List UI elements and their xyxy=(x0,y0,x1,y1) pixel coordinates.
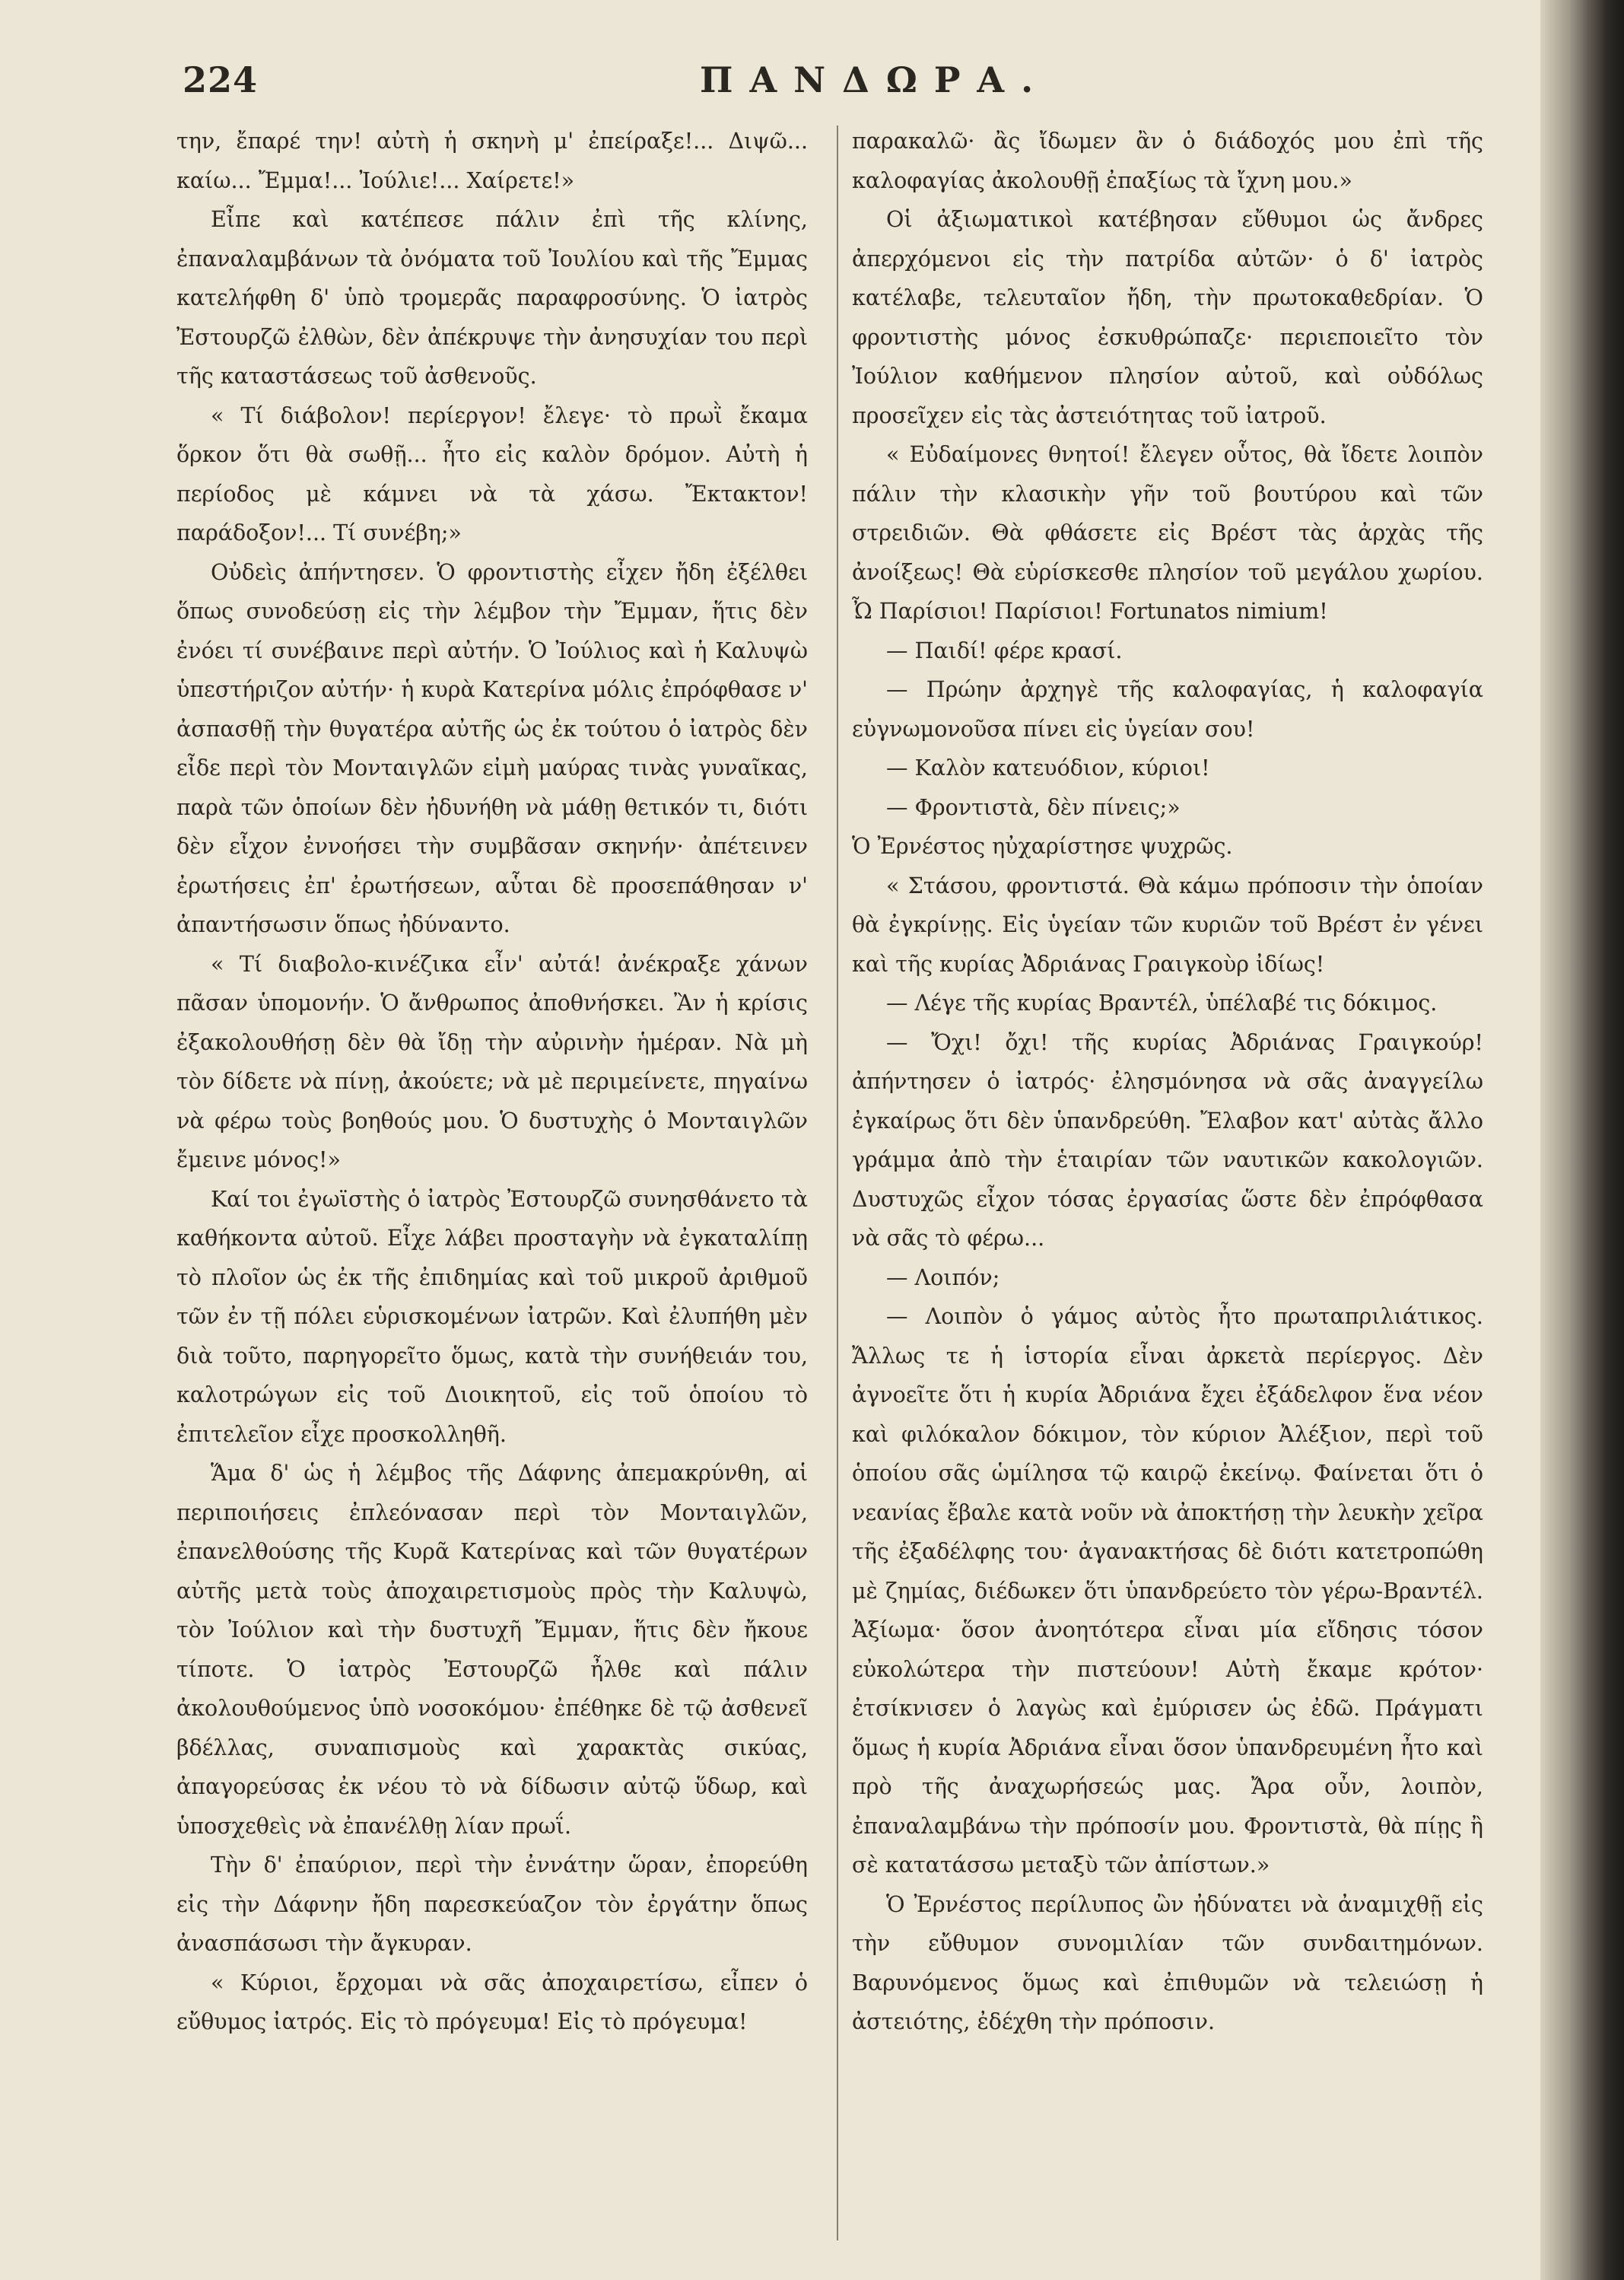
paragraph: « Εὐδαίμονες θνητοί! ἔλεγεν οὗτος, θὰ ἴδετε λοιπὸν πάλιν τὴν κλασικὴν γῆν τοῦ βουτύρου καὶ τῶν στρειδιῶν. Θὰ φθάσετε εἰς Βρέστ τὰς ἀρχὰς τῆς ἀνοίξεως! Θὰ εὑρίσκεσθε πλησίον τοῦ μεγάλου χωρίου. Ὦ Παρίσιοι! Παρίσιοι! Fortunatos nimium! xyxy=(852,442,1483,624)
paragraph: — Φροντιστὰ, δὲν πίνεις;» xyxy=(886,794,1181,820)
paragraph: Καί τοι ἐγωϊστὴς ὁ ἰατρὸς Ἐστουρζῶ συνησθάνετο τὰ καθήκοντα αὐτοῦ. Εἶχε λάβει προσταγὴν νὰ ἐγκαταλίπῃ τὸ πλοῖον ὡς ἐκ τῆς ἐπιδημίας καὶ τοῦ μικροῦ ἀριθμοῦ τῶν ἐν τῇ πόλει εὑρισκομένων ἰατρῶν. Καὶ ἐλυπήθη μὲν διὰ τοῦτο, παρηγορεῖτο ὅμως, κατὰ τὴν συνήθειάν του, καλοτρώγων εἰς τοῦ Διοικητοῦ, εἰς τοῦ ὁποίου τὸ ἐπιτελεῖον εἶχε προσκολληθῆ. xyxy=(176,1186,808,1447)
paragraph: — Λοιπόν; xyxy=(886,1264,1000,1290)
paragraph: « Τί διάβολον! περίεργον! ἔλεγε· τὸ πρωῒ ἔκαμα ὅρκον ὅτι θὰ σωθῇ... ἦτο εἰς καλὸν δρόμον. Αὐτὴ ἡ περίοδος μὲ κάμνει νὰ τὰ χάσω. Ἔκτακτον! παράδοξον!... Τί συνέβη;» xyxy=(176,402,808,545)
paragraph: « Κύριοι, ἔρχομαι νὰ σᾶς ἀποχαιρετίσω, εἶπεν ὁ εὔθυμος ἰατρός. Εἰς τὸ πρόγευμα! Εἰς τὸ πρόγευμα! xyxy=(176,1970,808,2034)
paragraph: — Ὄχι! ὄχι! τῆς κυρίας Ἀδριάνας Γραιγκούρ! ἀπήντησεν ὁ ἰατρός· ἐλησμόνησα νὰ σᾶς ἀναγγείλω ἐγκαίρως ὅτι δὲν ὑπανδρεύθη. Ἔλαβον κατ' αὐτὰς ἄλλο γράμμα ἀπὸ τὴν ἑταιρίαν τῶν ναυτικῶν κακολογιῶν. Δυστυχῶς εἶχον τόσας ἐργασίας ὥστε δὲν ἐπρόφθασα νὰ σᾶς τὸ φέρω... xyxy=(852,1029,1483,1251)
paragraph: « Στάσου, φροντιστά. Θὰ κάμω πρόποσιν τὴν ὁποίαν θὰ ἐγκρίνῃς. Εἰς ὑγείαν τῶν κυριῶν τοῦ Βρέστ ἐν γένει καὶ τῆς κυρίας Ἀδριάνας Γραιγκοὺρ ἰδίως! xyxy=(852,873,1483,977)
paragraph: — Πρώην ἀρχηγὲ τῆς καλοφαγίας, ἡ καλοφαγία εὐγνωμονοῦσα πίνει εἰς ὑγείαν σου! xyxy=(852,677,1483,742)
paragraph: την, ἔπαρέ την! αὐτὴ ἡ σκηνὴ μ' ἐπείραξε!... Διψῶ... καίω... Ἔμμα!... Ἰούλιε!... Χαίρετε!» xyxy=(176,129,808,193)
column-divider xyxy=(837,126,838,2240)
paragraph: Οὐδεὶς ἀπήντησεν. Ὁ φροντιστὴς εἶχεν ἤδη ἐξέλθει ὅπως συνοδεύσῃ εἰς τὴν λέμβον τὴν Ἔμμαν, ἥτις δὲν ἐνόει τί συνέβαινε περὶ αὐτήν. Ὁ Ἰούλιος καὶ ἡ Καλυψὼ ὑπεστήριζον αὐτήν· ἡ κυρὰ Κατερίνα μόλις ἐπρόφθασε ν' ἀσπασθῇ τὴν θυγατέρα αὐτῆς ὡς ἐκ τούτου ὁ ἰατρὸς δὲν εἶδε περὶ τὸν Μονταιγλῶν εἰμὴ μαύρας τινὰς γυναῖκας, παρὰ τῶν ὁποίων δὲν ἠδυνήθη νὰ μάθῃ θετικόν τι, διότι δὲν εἶχον ἐννοήσει τὴν συμβᾶσαν σκηνήν· ἀπέτεινεν ἐρωτήσεις ἐπ' ἐρωτήσεων, αὗται δὲ προσεπάθησαν ν' ἀπαντήσωσιν ὅπως ἠδύναντο. xyxy=(176,559,808,937)
paragraph: Ὁ Ἐρνέστος περίλυπος ὢν ἠδύνατει νὰ ἀναμιχθῇ εἰς τὴν εὔθυμον συνομιλίαν τῶν συνδαιτημόνων. Βαρυνόμενος ὅμως καὶ ἐπιθυμῶν νὰ τελειώσῃ ἡ ἀστειότης, ἐδέχθη τὴν πρόποσιν. xyxy=(852,1891,1483,2034)
page-header xyxy=(183,59,1491,113)
paragraph: — Παιδί! φέρε κρασί. xyxy=(886,638,1123,663)
binding-shadow xyxy=(1540,0,1624,2280)
right-text-column xyxy=(852,122,1483,2042)
paragraph: « Τί διαβολο-κινέζικα εἶν' αὐτά! ἀνέκραξε χάνων πᾶσαν ὑπομονήν. Ὁ ἄνθρωπος ἀποθνήσκει. Ἂν ἡ κρίσις ἐξακολουθήσῃ δὲν θὰ ἴδῃ τὴν αὐρινὴν ἡμέραν. Νὰ μὴ τὸν δίδετε νὰ πίνῃ, ἀκούετε; νὰ μὲ περιμείνετε, πηγαίνω νὰ φέρω τοὺς βοηθούς μου. Ὁ δυστυχὴς ὁ Μονταιγλῶν ἔμεινε μόνος!» xyxy=(176,951,808,1172)
paragraph: — Λοιπὸν ὁ γάμος αὐτὸς ἦτο πρωταπριλιάτικος. Ἄλλως τε ἡ ἱστορία εἶναι ἀρκετὰ περίεργος. Δὲν ἀγνοεῖτε ὅτι ἡ κυρία Ἀδριάνα ἔχει ἐξάδελφον ἕνα νέον καὶ φιλόκαλον δόκιμον, τὸν κύριον Ἀλέξιον, περὶ τοῦ ὁποίου σᾶς ὡμίλησα τῷ καιρῷ ἐκείνῳ. Φαίνεται ὅτι ὁ νεανίας ἔβαλε κατὰ νοῦν νὰ ἀποκτήσῃ τὴν λευκὴν χεῖρα τῆς ἐξαδέλφης του· ἀγανακτήσας δὲ διότι κατετροπώθη μὲ ζημίας, διέδωκεν ὅτι ὑπανδρεύετο τὸν γέρω-Βραντέλ. Ἀξίωμα· ὅσον ἀνοητότερα εἶναι μία εἴδησις τόσον εὐκολώτερα τὴν πιστεύουν! Αὐτὴ ἔκαμε κρότον· ἐτσίκνισεν ὁ λαγὼς καὶ ἐμύρισεν ὡς ἐδῶ. Πράγματι ὅμως ἡ κυρία Ἀδριάνα εἶναι ὅσον ὑπανδρευμένη ἦτο καὶ πρὸ τῆς ἀναχωρήσεώς μας. Ἄρα οὖν, λοιπὸν, ἐπαναλαμβάνω τὴν πρόποσίν μου. Φροντιστὰ, θὰ πίῃς ἢ σὲ κατατάσσω μεταξὺ τῶν ἀπίστων.» xyxy=(852,1304,1483,1878)
paragraph: Τὴν δ' ἐπαύριον, περὶ τὴν ἐννάτην ὥραν, ἐπορεύθη εἰς τὴν Δάφνην ἤδη παρεσκεύαζον τὸν ἐργάτην ὅπως ἀνασπάσωσι τὴν ἄγκυραν. xyxy=(176,1852,808,1956)
page-number: 224 xyxy=(183,59,259,100)
paragraph: παρακαλῶ· ἂς ἴδωμεν ἂν ὁ διάδοχός μου ἐπὶ τῆς καλοφαγίας ἀκολουθῇ ἐπαξίως τὰ ἴχνη μου.» xyxy=(852,129,1483,193)
paragraph: — Καλὸν κατευόδιον, κύριοι! xyxy=(886,755,1210,781)
paragraph: Ἅμα δ' ὡς ἡ λέμβος τῆς Δάφνης ἀπεμακρύνθη, αἱ περιποιήσεις ἐπλεόνασαν περὶ τὸν Μονταιγλῶν, ἐπανελθούσης τῆς Κυρᾶ Κατερίνας καὶ τῶν θυγατέρων αὐτῆς μετὰ τοὺς ἀποχαιρετισμοὺς πρὸς τὴν Καλυψὼ, τὸν Ἰούλιον καὶ τὴν δυστυχῆ Ἔμμαν, ἥτις δὲν ἤκουε τίποτε. Ὁ ἰατρὸς Ἐστουρζῶ ἦλθε καὶ πάλιν ἀκολουθούμενος ὑπὸ νοσοκόμου· ἐπέθηκε δὲ τῷ ἀσθενεῖ βδέλλας, συναπισμοὺς καὶ χαρακτὰς σικύας, ἀπαγορεύσας ἐκ νέου τὸ νὰ δίδωσιν αὐτῷ ὕδωρ, καὶ ὑποσχεθεὶς νὰ ἐπανέλθῃ λίαν πρωΐ. xyxy=(176,1461,808,1839)
paragraph: Εἶπε καὶ κατέπεσε πάλιν ἐπὶ τῆς κλίνης, ἐπαναλαμβάνων τὰ ὀνόματα τοῦ Ἰουλίου καὶ τῆς Ἔμμας κατελήφθη δ' ὑπὸ τρομερᾶς παραφροσύνης. Ὁ ἰατρὸς Ἐστουρζῶ ἐλθὼν, δὲν ἀπέκρυψε τὴν ἀνησυχίαν του περὶ τῆς καταστάσεως τοῦ ἀσθενοῦς. xyxy=(176,207,808,389)
paragraph: — Λέγε τῆς κυρίας Βραντέλ, ὑπέλαβέ τις δόκιμος. xyxy=(886,991,1438,1016)
running-title: ΠΑΝΔΩΡΑ. xyxy=(700,59,1050,100)
left-text-column xyxy=(176,122,808,2042)
paragraph: Ὁ Ἐρνέστος ηὐχαρίστησε ψυχρῶς. xyxy=(852,834,1233,859)
paragraph: Οἱ ἀξιωματικοὶ κατέβησαν εὔθυμοι ὡς ἄνδρες ἀπερχόμενοι εἰς τὴν πατρίδα αὐτῶν· ὁ δ' ἰατρὸς κατέλαβε, τελευταῖον ἤδη, τὴν πρωτοκαθεδρίαν. Ὁ φροντιστὴς μόνος ἐσκυθρώπαζε· περιεποιεῖτο τὸν Ἰούλιον καθήμενον πλησίον αὐτοῦ, καὶ οὐδόλως προσεῖχεν εἰς τὰς ἀστειότητας τοῦ ἰατροῦ. xyxy=(852,207,1483,428)
